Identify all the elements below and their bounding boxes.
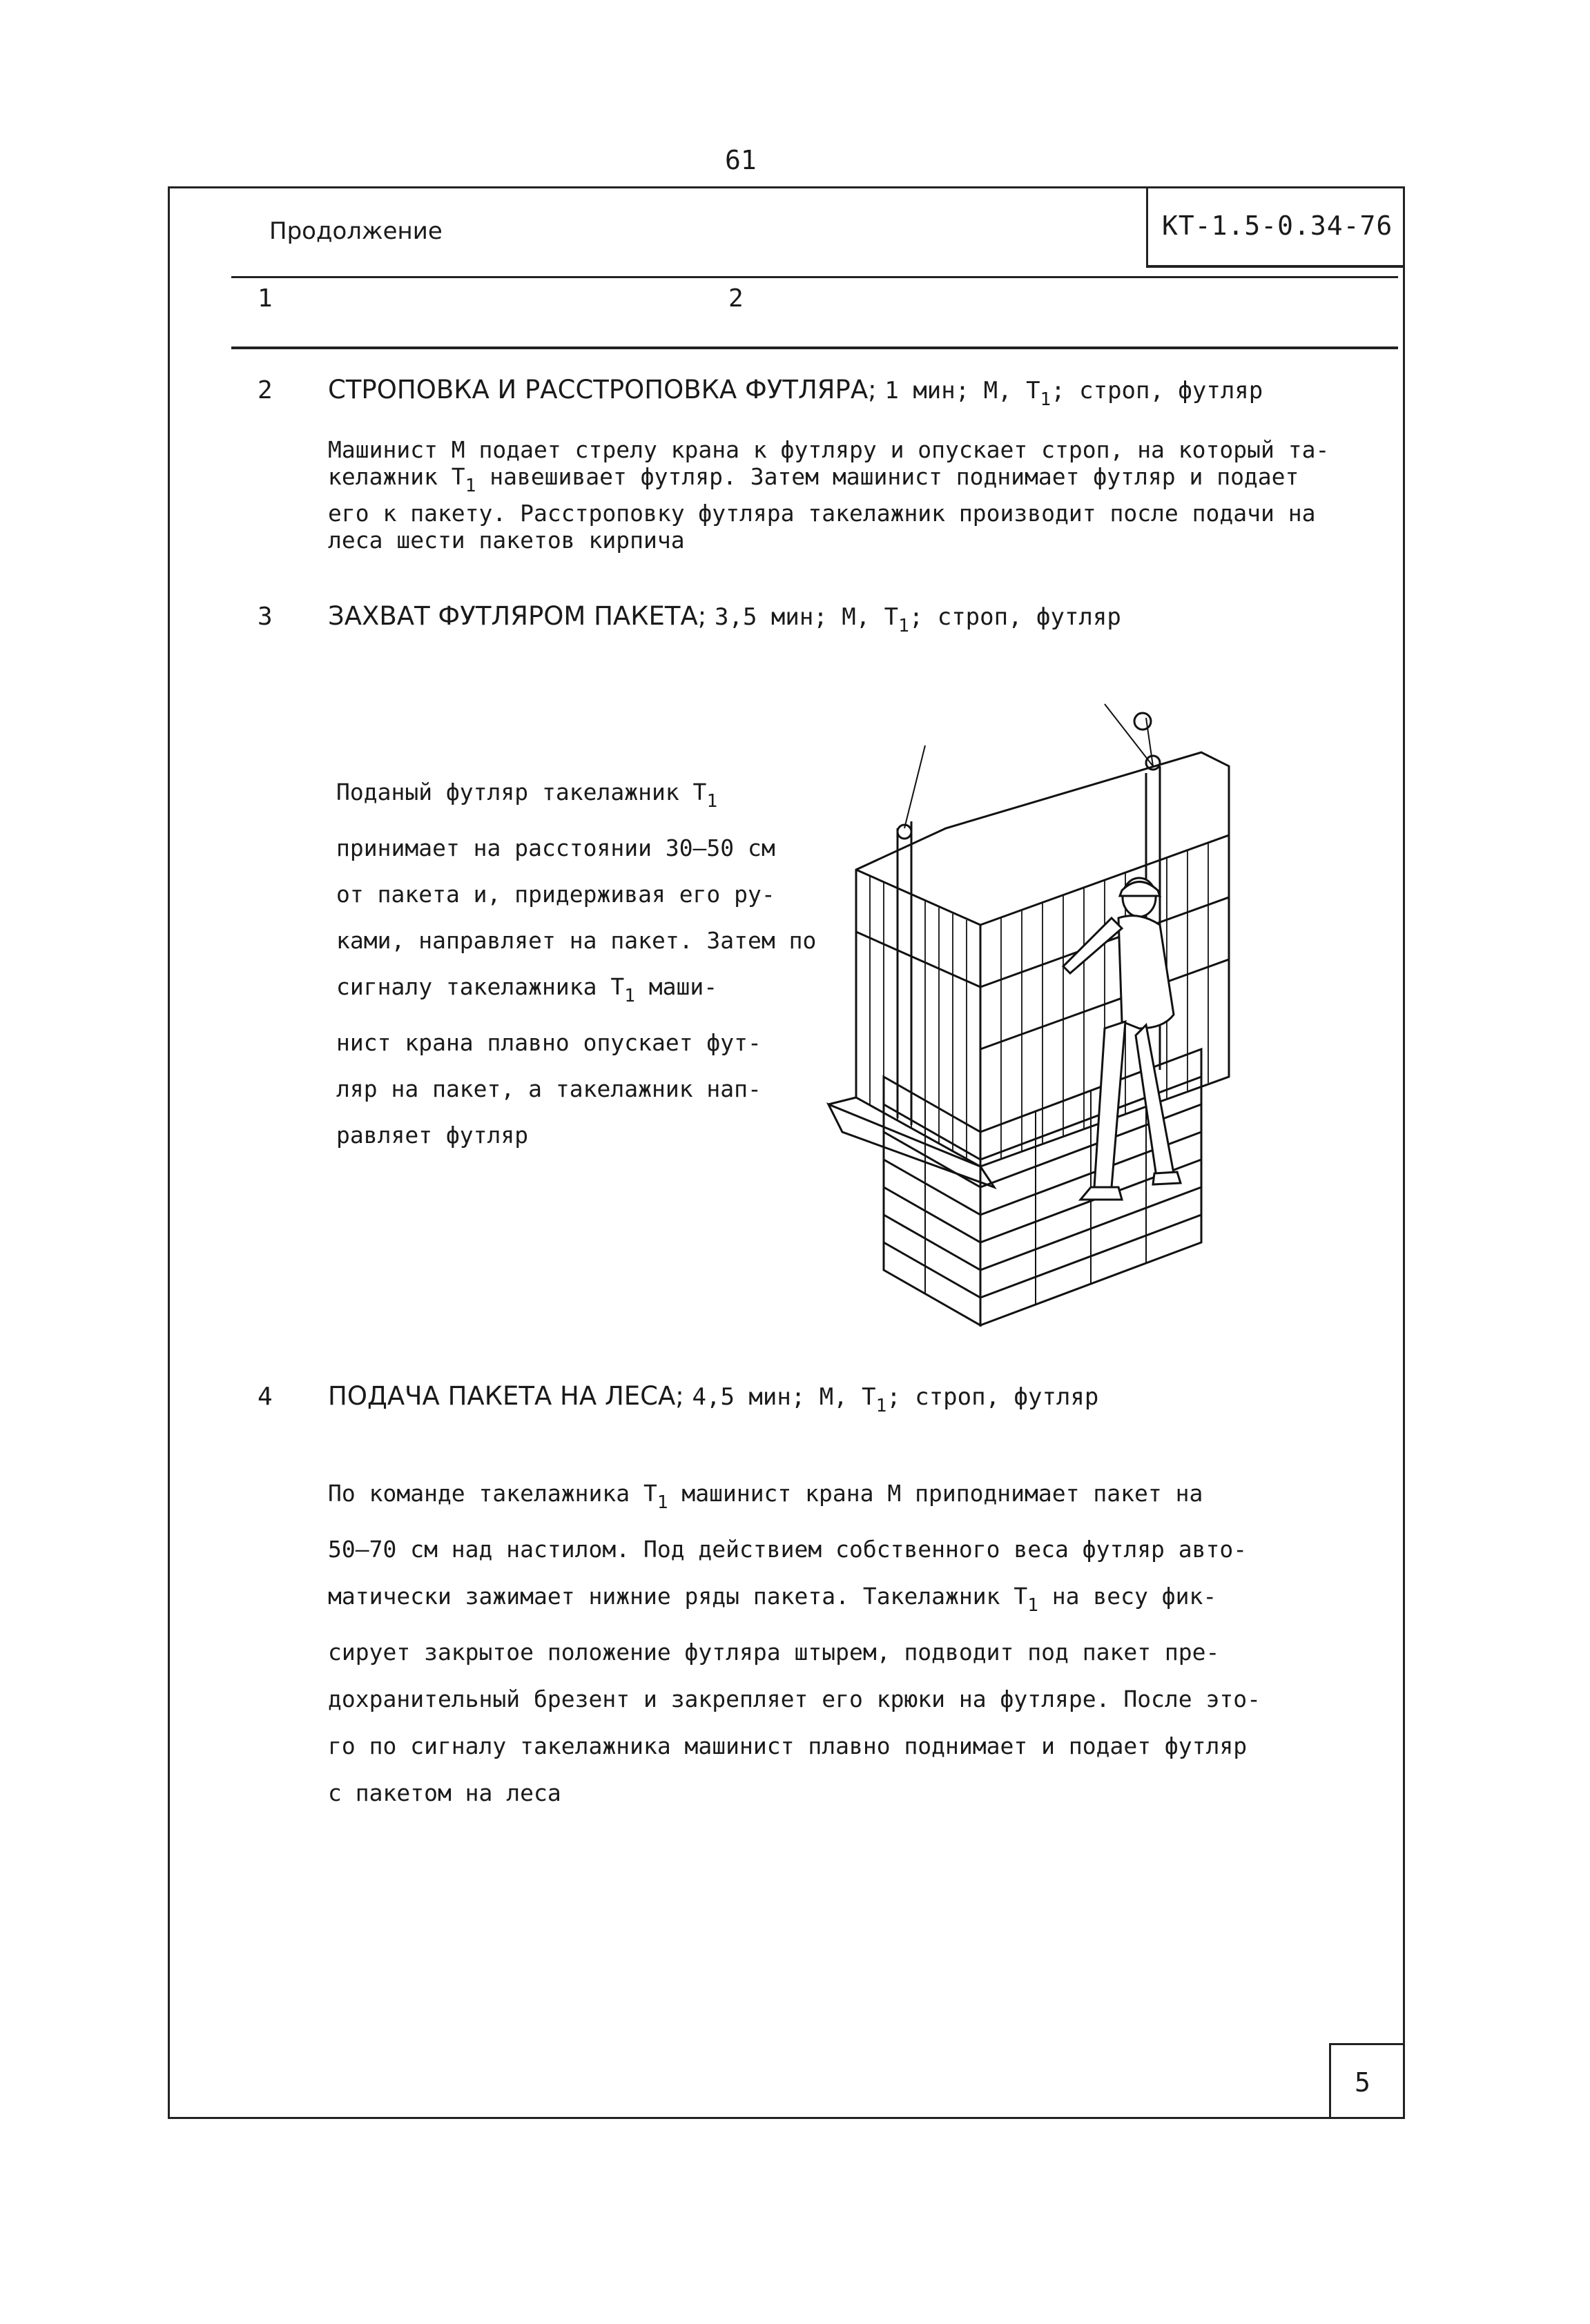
item-heading xyxy=(328,601,1121,636)
item-description xyxy=(328,1470,1261,1817)
text-line: от пакета и, придерживая его ру- xyxy=(336,881,775,908)
item-number: 3 xyxy=(258,603,273,631)
text-line: дохранительный брезент и закрепляет его крюки на футляре. После это- xyxy=(328,1686,1261,1712)
text-line: его к пакету. Расстроповку футляра такелажник производит после подачи на xyxy=(328,500,1316,527)
item-description xyxy=(328,436,1329,554)
item-number: 2 xyxy=(258,376,273,404)
text-line: сигналу такелажника $Т_1$ маши- xyxy=(336,973,718,1006)
text-line: леса шести пакетов кирпича xyxy=(328,527,685,554)
text-line: нист крана плавно опускает фут- xyxy=(336,1029,762,1056)
continuation-label: Продолжение xyxy=(269,217,443,245)
rigger-figure-drawing xyxy=(1063,878,1181,1200)
item-title: ПОДАЧА ПАКЕТА НА ЛЕСА; xyxy=(328,1381,684,1411)
text-line: го по сигналу такелажника машинист плавно поднимает и подает футляр xyxy=(328,1732,1248,1759)
column-header-2: 2 xyxy=(728,284,744,313)
text-line: принимает на расстоянии 30–50 см xyxy=(336,834,775,861)
text-line: сирует закрытое положение футляра штырем, подводит под пакет пре- xyxy=(328,1639,1220,1666)
item-title: СТРОПОВКА И РАССТРОПОВКА ФУТЛЯРА; xyxy=(328,375,877,404)
table-header-top-rule xyxy=(231,276,1398,278)
column-header-1: 1 xyxy=(258,284,273,313)
item-spec: 1 мин; М, $Т_1$; строп, футляр xyxy=(884,377,1263,410)
item-spec: 3,5 мин; М, $Т_1$; строп, футляр xyxy=(715,603,1121,636)
page-number: 61 xyxy=(725,145,757,175)
text-line: с пакетом на леса xyxy=(328,1779,561,1806)
text-line: равляет футляр xyxy=(336,1122,529,1149)
item-title: ЗАХВАТ ФУТЛЯРОМ ПАКЕТА; xyxy=(328,601,707,631)
text-line: 50–70 см над настилом. Под действием собственного веса футляр авто- xyxy=(328,1536,1248,1563)
sheet-number: 5 xyxy=(1355,2067,1370,2098)
item-heading xyxy=(328,1381,1098,1416)
document-code: КТ-1.5-0.34-76 xyxy=(1162,211,1393,241)
text-line: Поданый футляр такелажник $Т_1$ xyxy=(336,779,718,812)
text-line: ками, направляет на пакет. Затем по xyxy=(336,927,817,954)
table-header-bottom-rule xyxy=(231,346,1398,349)
item-description xyxy=(336,769,816,1158)
item-spec: 4,5 мин; М, $Т_1$; строп, футляр xyxy=(692,1383,1099,1416)
text-line: келажник $Т_1$ навешивает футляр. Затем машинист поднимает футляр и подает xyxy=(328,463,1299,496)
text-line: ляр на пакет, а такелажник нап- xyxy=(336,1075,762,1102)
text-line: По команде такелажника $Т_1$ машинист крана М приподнимает пакет на xyxy=(328,1480,1203,1513)
item-heading xyxy=(328,375,1263,410)
text-line: Машинист М подает стрелу крана к футляру и опускает строп, на который та- xyxy=(328,436,1330,463)
item-number: 4 xyxy=(258,1383,273,1411)
case-capture-illustration xyxy=(815,690,1312,1339)
text-line: матически зажимает нижние ряды пакета. Такелажник $Т_1$ на весу фик- xyxy=(328,1583,1217,1616)
